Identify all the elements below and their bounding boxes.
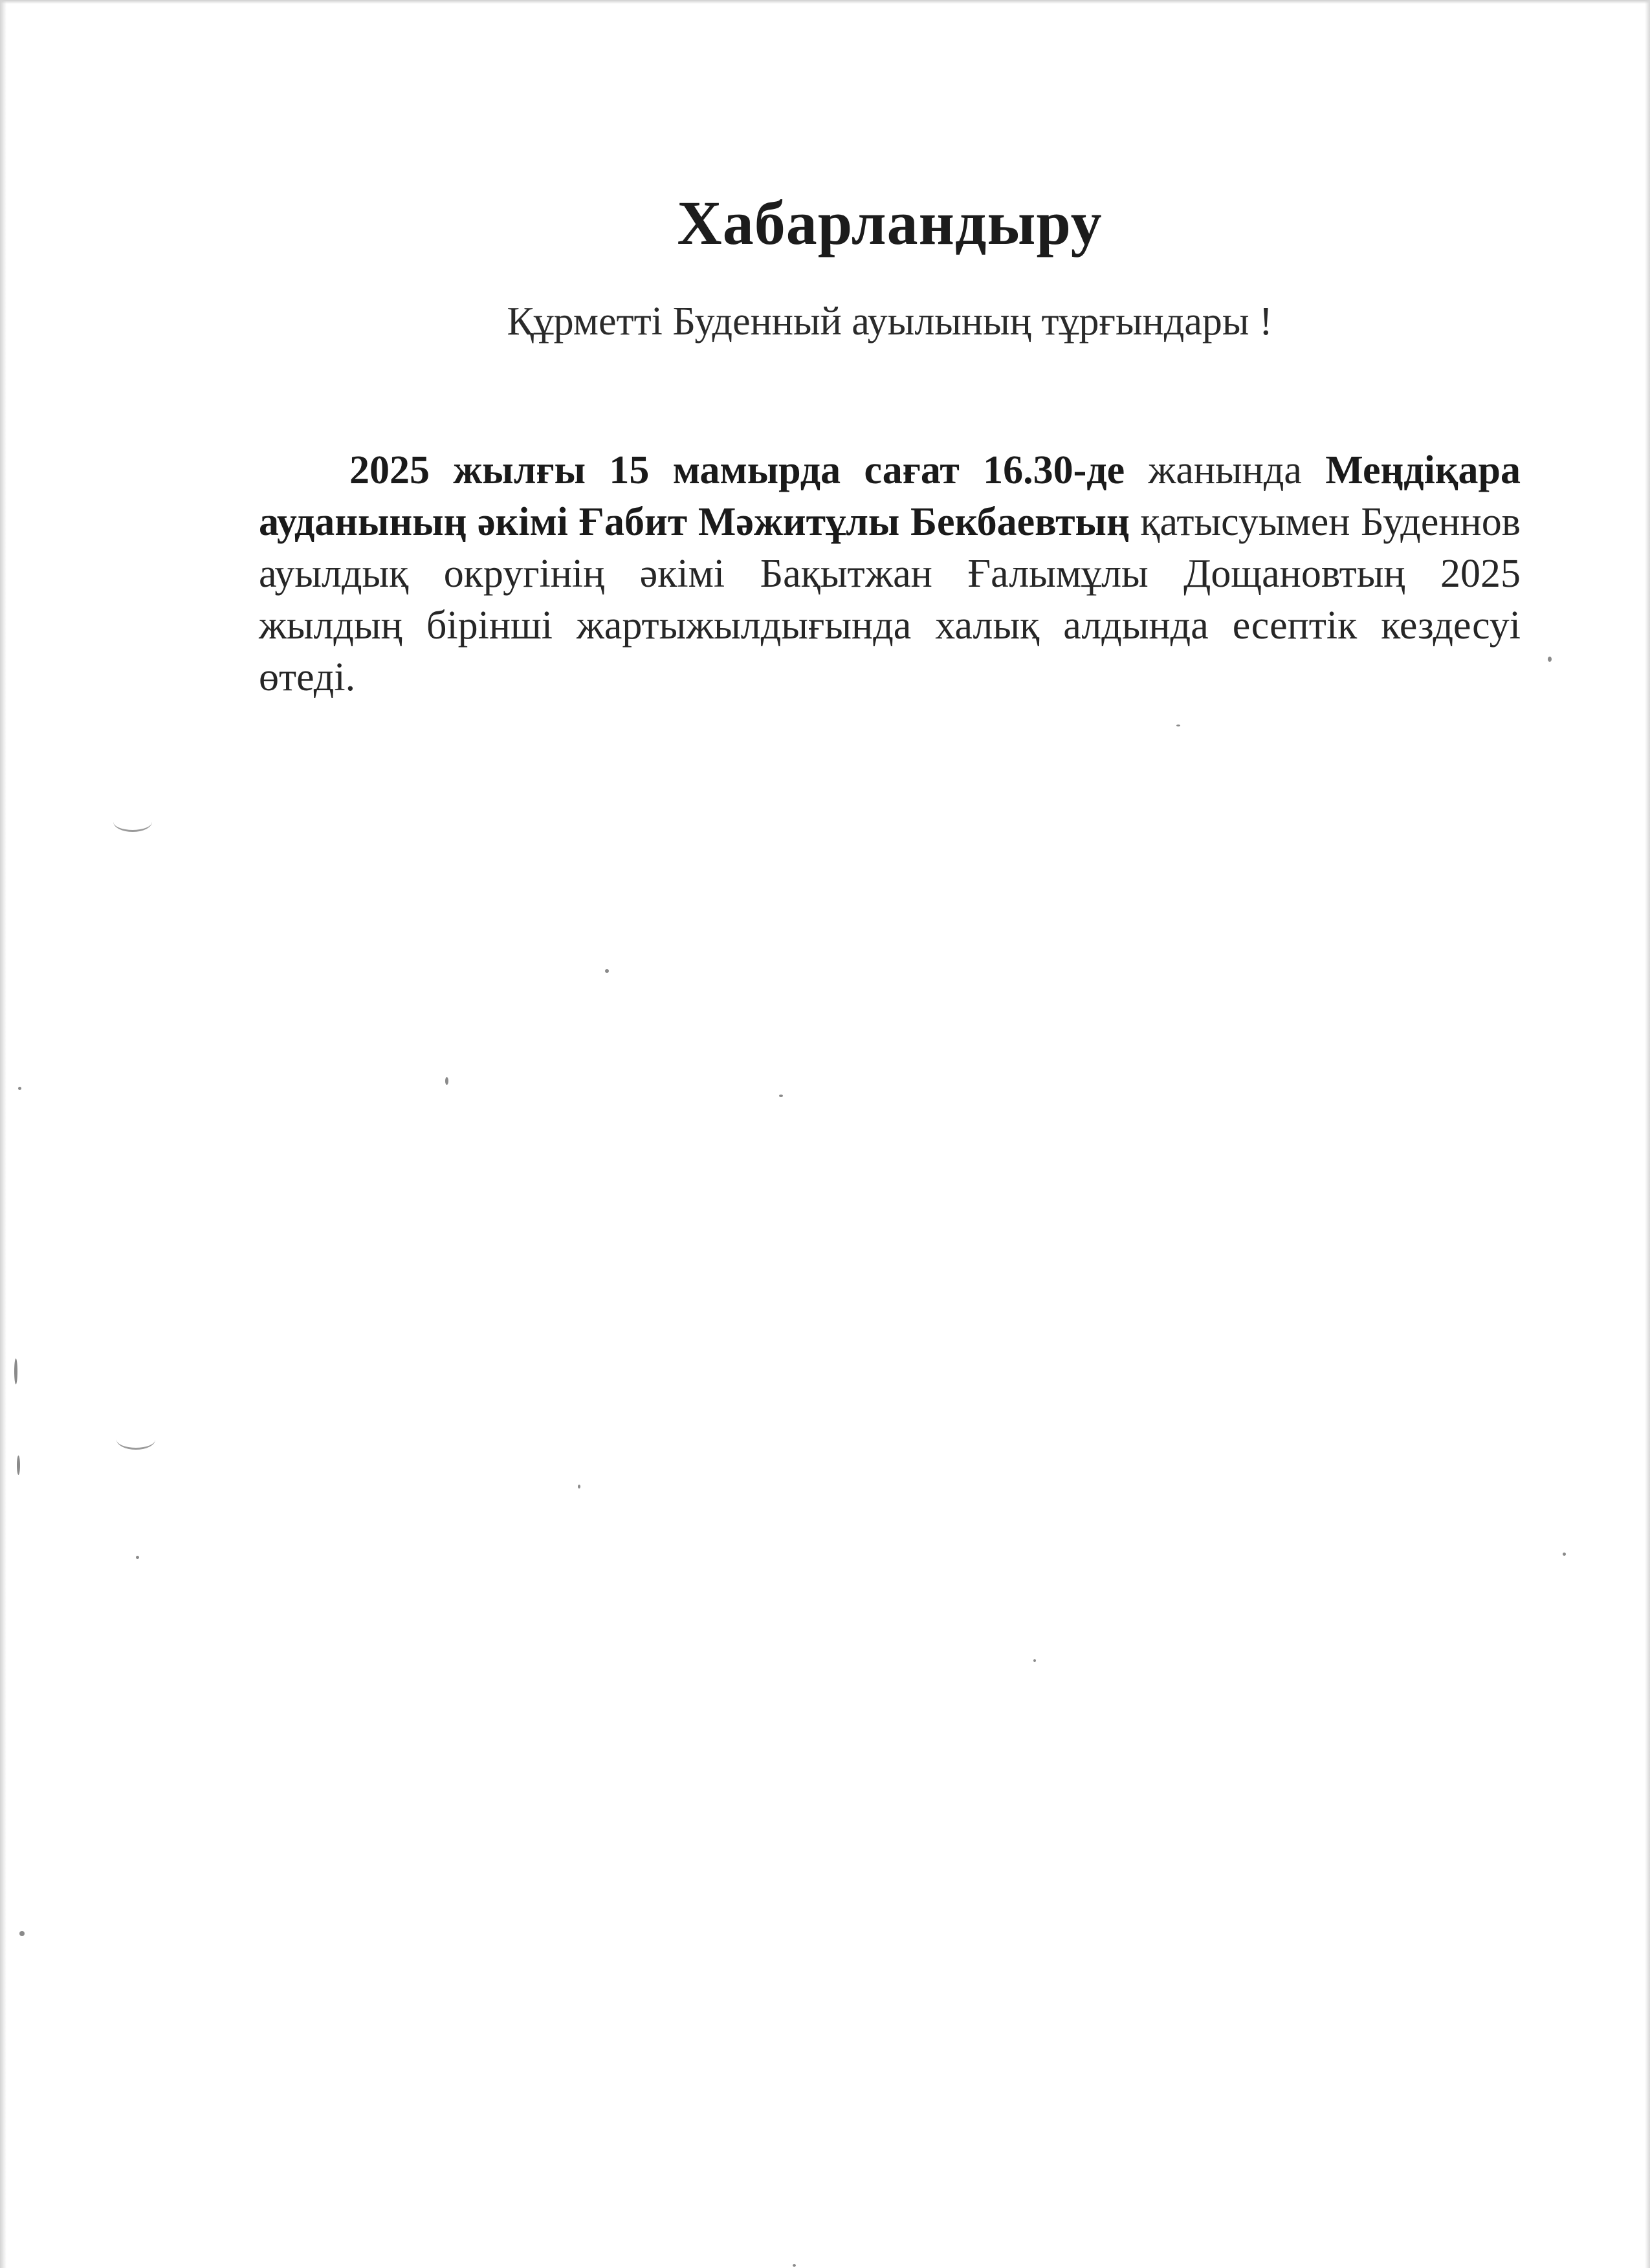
scan-speck [1033, 1659, 1036, 1662]
body-text-1: жанында [1125, 448, 1326, 492]
scan-mark [113, 812, 152, 832]
announcement-title: Хабарландыру [677, 188, 1103, 258]
scan-speck [779, 1095, 783, 1097]
body-text-2: қатысуымен Буденнов ауылдық округінің әкімі Бақытжан Ғалымұлы Дощановтың 2025 жылдың бірінші жартыжылдығында халық алдында есептік кездесуі өтеді. [259, 500, 1521, 699]
scan-speck [1548, 657, 1552, 662]
official-name: Меңдіқара ауданының әкімі Ғабит Мәжитұлы Бекбаевтың [259, 448, 1521, 544]
scan-speck [445, 1077, 448, 1085]
greeting-line: Құрметті Буденный ауылының тұрғындары ! [507, 300, 1273, 343]
scan-speck [1563, 1553, 1566, 1556]
scan-mark [116, 1430, 155, 1450]
scan-speck [1176, 725, 1180, 726]
scan-speck [793, 2264, 796, 2267]
scan-speck [136, 1556, 139, 1559]
meeting-datetime: 2025 жылғы 15 мамырда сағат 16.30-де [349, 448, 1125, 492]
scan-edge-top [0, 0, 1650, 4]
scan-speck [14, 1358, 17, 1384]
scan-speck [605, 969, 609, 973]
announcement-body [259, 444, 1521, 703]
scan-speck [578, 1485, 580, 1488]
scan-speck [18, 1087, 21, 1090]
scan-speck [17, 1456, 20, 1475]
scan-speck [19, 1931, 25, 1936]
